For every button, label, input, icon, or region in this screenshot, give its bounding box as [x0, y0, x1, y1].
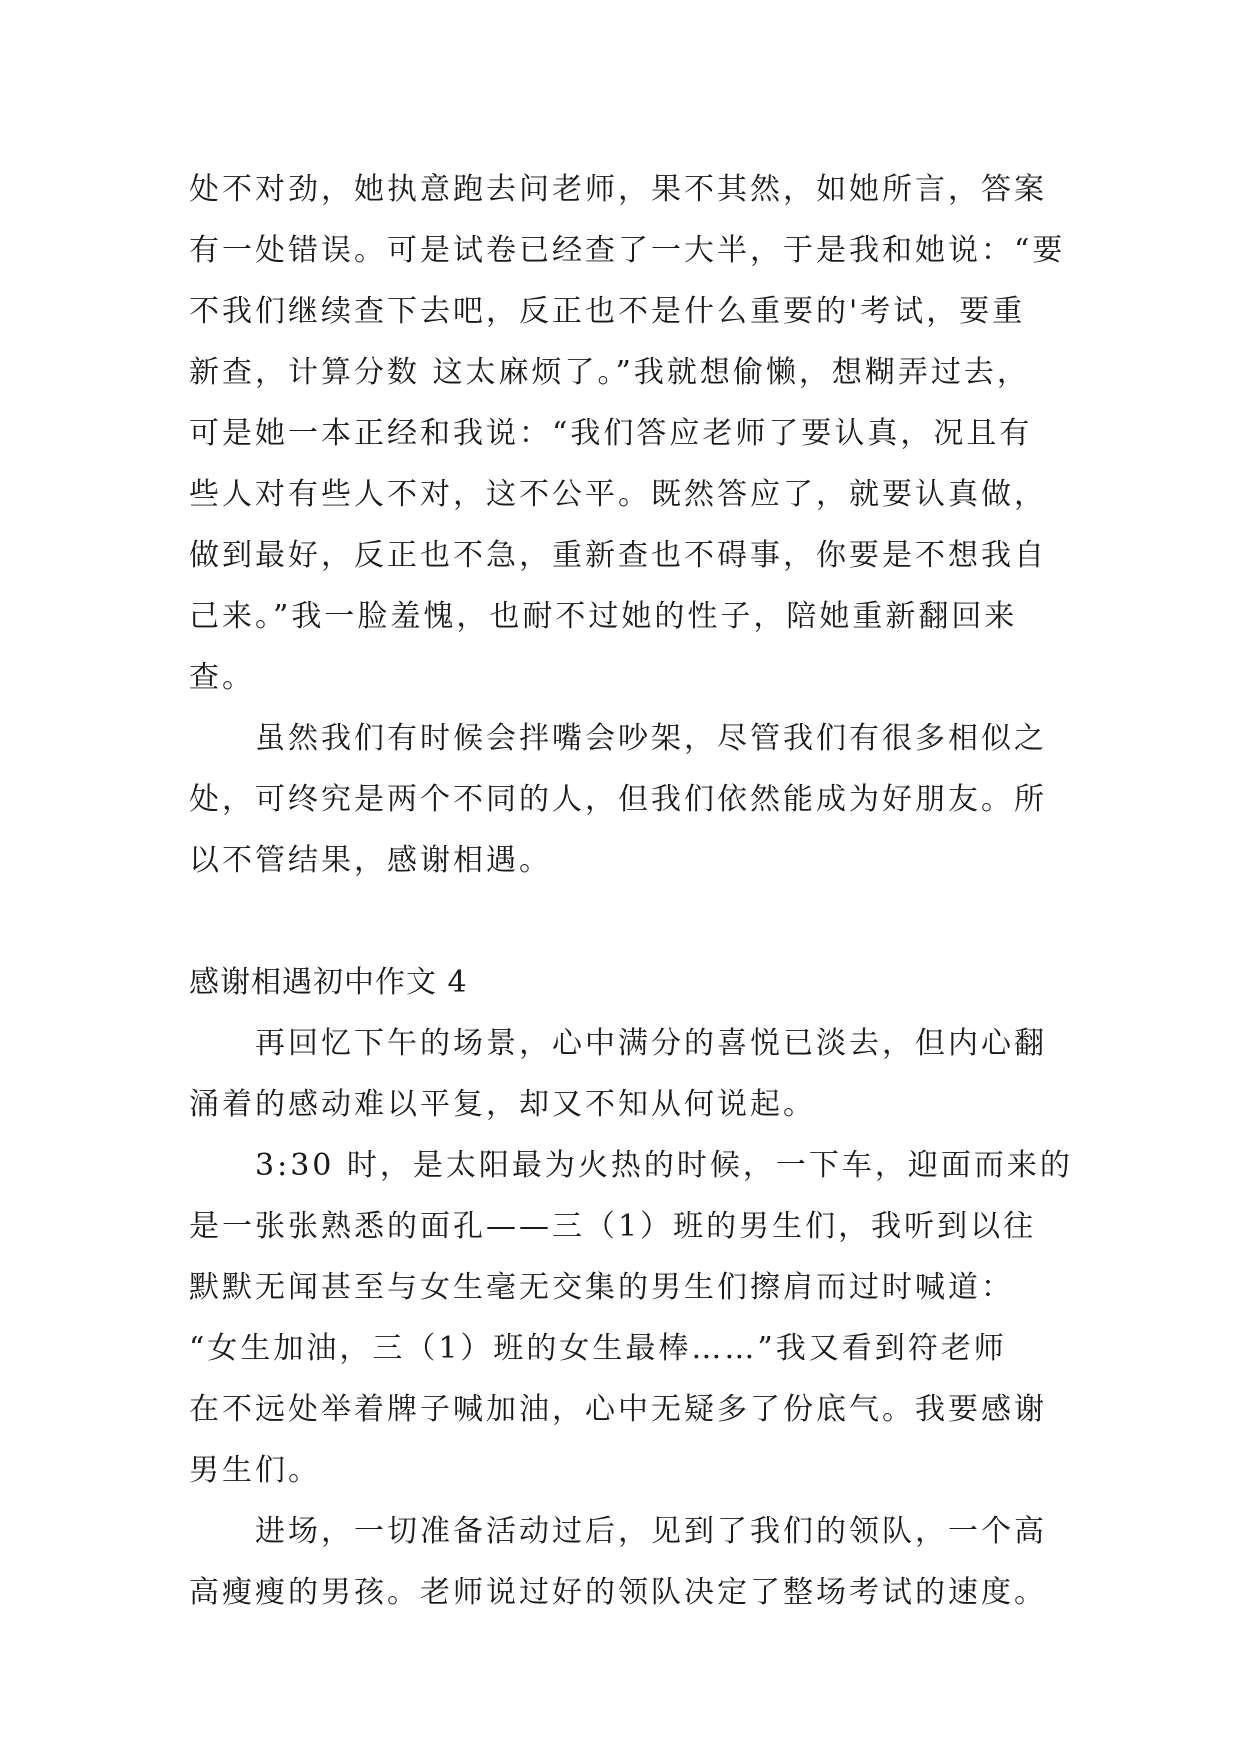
text-line: 查。 — [189, 660, 255, 695]
text-line: 进场，一切准备活动过后，见到了我们的领队，一个高 — [255, 1514, 1047, 1549]
text-line: 做到最好，反正也不急，重新查也不碍事，你要是不想我自 — [189, 538, 1047, 573]
paragraph-arrival — [189, 1135, 1073, 1501]
text-line: 默默无闻甚至与女生毫无交集的男生们擦肩而过时喊道： — [189, 1270, 1014, 1305]
text-line: 些人对有些人不对，这不公平。既然答应了，就要认真做， — [189, 477, 1047, 512]
text-line: 新查，计算分数 这太麻烦了。”我就想偷懒，想糊弄过去， — [189, 355, 1030, 390]
text-line: 虽然我们有时候会拌嘴会吵架，尽管我们有很多相似之 — [255, 721, 1047, 756]
section-spacer — [189, 891, 1069, 952]
text-line: 是一张张熟悉的面孔——三（1）班的男生们，我听到以往 — [189, 1209, 1037, 1244]
text-line: 有一处错误。可是试卷已经查了一大半，于是我和她说：“要 — [189, 233, 1066, 268]
text-line: 己来。”我一脸羞愧，也耐不过她的性子，陪她重新翻回来 — [189, 599, 1018, 634]
text-line: 不我们继续查下去吧，反正也不是什么重要的'考试，要重 — [189, 294, 1026, 329]
paragraph-recollection — [189, 1013, 1069, 1135]
paragraph-conclusion — [189, 708, 1069, 891]
essay-body — [189, 159, 1073, 1623]
text-line: 处不对劲，她执意跑去问老师，果不其然，如她所言，答案 — [189, 172, 1047, 207]
text-line: 涌着的感动难以平复，却又不知从何说起。 — [189, 1087, 816, 1122]
text-line: 3:30 时，是太阳最为火热的时候，一下车，迎面而来的 — [255, 1148, 1073, 1183]
text-line: 再回忆下午的场景，心中满分的喜悦已淡去，但内心翻 — [255, 1026, 1047, 1061]
text-line: “女生加油，三（1）班的女生最棒……”我又看到符老师 — [189, 1331, 1007, 1366]
paragraph-continued — [189, 159, 1069, 708]
text-line: 以不管结果，感谢相遇。 — [189, 843, 552, 878]
paragraph-entry — [189, 1501, 1069, 1623]
text-line: 在不远处举着牌子喊加油，心中无疑多了份底气。我要感谢 — [189, 1392, 1047, 1427]
text-line: 可是她一本正经和我说：“我们答应老师了要认真，况且有 — [189, 416, 1033, 451]
text-line: 处，可终究是两个不同的人，但我们依然能成为好朋友。所 — [189, 782, 1047, 817]
essay-heading: 感谢相遇初中作文 4 — [189, 965, 468, 1000]
text-line: 男生们。 — [189, 1453, 321, 1488]
text-line: 高瘦瘦的男孩。老师说过好的领队决定了整场考试的速度。 — [189, 1575, 1047, 1610]
